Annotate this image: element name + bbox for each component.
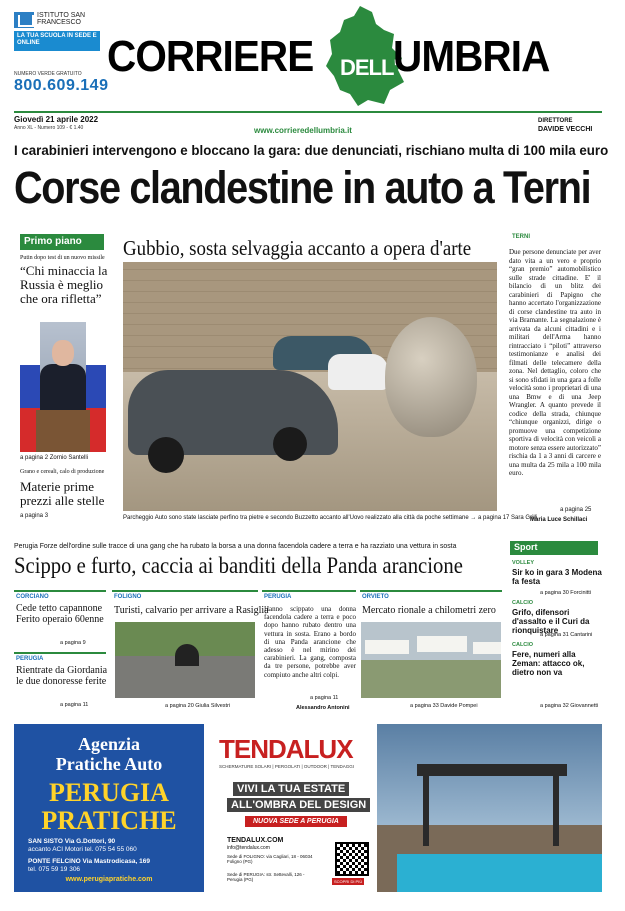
- orvieto-title[interactable]: Mercato rionale a chilometri zero: [362, 605, 496, 616]
- divider: [262, 590, 356, 592]
- tendalux-email[interactable]: info@tendalux.com: [227, 845, 270, 851]
- date-bar: [14, 111, 602, 139]
- tent: [417, 636, 467, 652]
- pergola-roof: [417, 764, 567, 776]
- putin-photo[interactable]: [20, 322, 106, 452]
- perugia2-title[interactable]: Rientrate da Giordania le due donoresse ferite: [16, 665, 108, 687]
- pergola-photo: [377, 724, 602, 892]
- orvieto-ref: a pagina 33 Davide Pompei: [410, 703, 478, 709]
- foligno-road-photo[interactable]: [115, 622, 255, 698]
- ad-line4: PRATICHE: [41, 806, 177, 835]
- terni-ref: a pagina 25: [560, 507, 592, 513]
- primo-piano-kicker: Putin dopo test di un nuovo missile: [20, 255, 105, 261]
- issue-date: Giovedì 21 aprile 2022: [14, 115, 99, 124]
- ad-line1: Agenzia: [78, 734, 140, 754]
- tendalux-logo: TENDALUX: [219, 734, 353, 764]
- perugia3-body: Hanno scippato una donna facendola cadere a terra e poco dopo hanno rubato dentro una vettura in sosta. Erano a bordo di una Panda arancione che adesso è nel mirino dei carabinieri. La gang, composta da tre persone, potrebbe aver compiuto anche altri colpi.: [264, 605, 356, 679]
- primo-piano-ref: a pagina 2 Zornio Santelli: [20, 455, 89, 461]
- terni-body: Due persone denunciate per aver dato vita a un vero e proprio “gran premio” automobilistico sulle strade cittadine. E' il bilancio di un blitz dei carabinieri di Papigno che hanno accertato l'organizzazione di corse clandestine tra auto in via Bramante. La segnalazione è arrivata da alcuni cittadini e i militari dell'Arma hanno rintracciato i “piloti” attraverso testimonianze e analisi dei filmati delle telecamere della zona. Nel dettaglio, coloro che si sono sfidati in una gara a folle velocità sono i proprietari di una una Bmw e di una Jeep Wrangler. A quanto prevede il codice della strada, chiunque “chiunque organizzi, dirige o promuove una competizione sportiva di velocità con veicoli a motore senza essere autorizzato” rischia da 1 a 3 anni di carcere e una multa da 25 mila a 100 mila euro.: [509, 248, 601, 477]
- ad-line3: PERUGIA: [49, 778, 169, 807]
- perugia2-label: PERUGIA: [16, 656, 44, 662]
- foligno-ref: a pagina 20 Giulia Silvestri: [165, 703, 231, 709]
- pool: [397, 854, 602, 892]
- orvieto-market-photo[interactable]: [361, 622, 501, 698]
- gubbio-caption: Parcheggio Auto sono state lasciate perfino tra pietre e secondo Buzzetto accanto all'Uovo realizzato alla città da poche settimane → a pagina 17 Sara Grilli: [123, 515, 538, 521]
- divider: [112, 590, 258, 592]
- podium: [36, 410, 90, 452]
- wheel: [148, 437, 184, 473]
- tendalux-website[interactable]: TENDALUX.COM: [227, 837, 284, 844]
- title-corriere: CORRIERE: [107, 32, 314, 81]
- director-label: DIRETTORE: [538, 118, 573, 124]
- primo-piano-headline[interactable]: “Chi minaccia la Russia è meglio che ora rifletta”: [20, 263, 108, 306]
- tendalux-new-store: NUOVA SEDE A PERUGIA: [245, 816, 347, 827]
- primo-piano-tag: Primo piano: [20, 234, 104, 250]
- tendalux-foligno: Sede di FOLIGNO: via Cagliari, 18 - 06034 Foligno (PG): [227, 854, 313, 864]
- school-ad[interactable]: [14, 12, 100, 67]
- terni-tag: TERNI: [512, 234, 530, 240]
- ad-address1: SAN SISTO Via G.Dottori, 90: [28, 838, 116, 845]
- perugia-kicker: Perugia Forze dell'ordine sulle tracce di una gang che ha rubato la borsa a una donna facendola cadere a terra e ha razziato una vettura in sosta: [14, 541, 457, 550]
- wheel: [273, 427, 307, 461]
- corciano-label: CORCIANO: [16, 594, 49, 600]
- perugia3-label: PERUGIA: [264, 594, 292, 600]
- tendalux-perugia: Sede di PERUGIA: str. Settevalli, 126 - Perugia (PG): [227, 872, 305, 882]
- perugia-pratiche-ad[interactable]: [14, 724, 204, 892]
- tendalux-ad[interactable]: [207, 724, 602, 892]
- corciano-title[interactable]: Cede tetto capannone Ferito operaio 60enne: [16, 603, 104, 625]
- sport1-title[interactable]: Sir ko in gara 3 Modena fa festa: [512, 568, 602, 586]
- corciano-ref: a pagina 9: [60, 640, 86, 646]
- sport2-label: CALCIO: [512, 600, 534, 606]
- ad-address2: PONTE FELCINO Via Mastrodicasa, 169: [28, 858, 150, 865]
- tendalux-sub: SCHERMATURE SOLARI | PERGOLATI | OUTDOOR | TENDAGGI: [219, 764, 355, 769]
- tendalux-slogan1: VIVI LA TUA ESTATE: [233, 782, 349, 796]
- gubbio-headline[interactable]: Gubbio, sosta selvaggia accanto a opera d'arte: [123, 236, 472, 260]
- speaker-head: [52, 340, 74, 366]
- perugia2-ref: a pagina 11: [60, 702, 89, 708]
- divider: [14, 590, 106, 592]
- ad-website[interactable]: www.perugiapratiche.com: [65, 876, 153, 883]
- perugia3-author: Alessandro Antonini: [296, 705, 350, 711]
- qr-code-icon[interactable]: [335, 842, 369, 876]
- tunnel: [175, 644, 199, 666]
- stone-egg-sculpture: [385, 317, 477, 437]
- masthead: [0, 0, 625, 110]
- tendalux-slogan2: ALL'OMBRA DEL DESIGN: [227, 798, 370, 812]
- lead-headline[interactable]: Corse clandestine in auto a Terni: [14, 162, 591, 213]
- phone-number[interactable]: 800.609.149: [14, 77, 109, 94]
- title-umbria: UMBRIA: [393, 32, 550, 81]
- gubbio-photo[interactable]: [123, 262, 497, 511]
- divider: [14, 652, 106, 654]
- title-dell: DELL': [340, 55, 398, 80]
- perugia3-ref: a pagina 11: [310, 695, 339, 701]
- orvieto-label: ORVIETO: [362, 594, 389, 600]
- perugia-headline[interactable]: Scippo e furto, caccia ai banditi della Panda arancione: [14, 553, 463, 578]
- grain-headline[interactable]: Materie prime prezzi alle stelle: [20, 479, 105, 508]
- school-name: ISTITUTO SAN FRANCESCO: [37, 12, 86, 26]
- sport2-ref: a pagina 31 Cantarini: [540, 632, 593, 638]
- terni-author: Maria Luce Schillaci: [530, 517, 588, 523]
- foligno-label: FOLIGNO: [114, 594, 142, 600]
- pergola-leg: [553, 776, 559, 846]
- sport1-ref: a pagina 30 Forcinitti: [540, 590, 592, 596]
- tent: [473, 642, 501, 654]
- sport3-ref: a pagina 32 Giovannetti: [540, 703, 599, 709]
- pergola-leg: [423, 776, 429, 846]
- white-car: [328, 354, 388, 390]
- lead-kicker: I carabinieri intervengono e bloccano la gara: due denunciati, rischiano multa di 100 mila euro: [14, 142, 609, 158]
- issue-number: Anno XL - Numero 109 - € 1.40: [14, 125, 84, 131]
- divider: [360, 590, 502, 592]
- sport3-label: CALCIO: [512, 642, 534, 648]
- school-logo-icon: [14, 12, 34, 28]
- director-name: DAVIDE VECCHI: [538, 126, 593, 133]
- grain-kicker: Grano e cereali, calo di produzione: [20, 469, 105, 475]
- grain-ref: a pagina 3: [20, 513, 49, 519]
- ad-address1b: accanto ACI Motori tel. 075 54 55 060: [28, 846, 137, 853]
- sport1-label: VOLLEY: [512, 560, 535, 566]
- tent: [365, 640, 409, 654]
- sport3-title[interactable]: Fere, numeri alla Zeman: attacco ok, dietro non va: [512, 650, 585, 677]
- foligno-title[interactable]: Turisti, calvario per arrivare a Rasiglia: [114, 605, 269, 616]
- sport2-title[interactable]: Grifo, difensori d'assalto e il Curi da rionquistare: [512, 608, 590, 635]
- website-link[interactable]: www.corrieredellumbria.it: [254, 126, 352, 135]
- school-tagline: LA TUA SCUOLA IN SEDE E ONLINE: [14, 31, 100, 51]
- ad-address2b: tel. 075 59 19 306: [28, 866, 81, 873]
- sport-tag: Sport: [510, 541, 598, 555]
- qr-label: SCOPRI DI PIÙ: [334, 879, 363, 884]
- phone-label: NUMERO VERDE GRATUITO: [14, 71, 82, 77]
- ad-line2: Pratiche Auto: [55, 754, 163, 774]
